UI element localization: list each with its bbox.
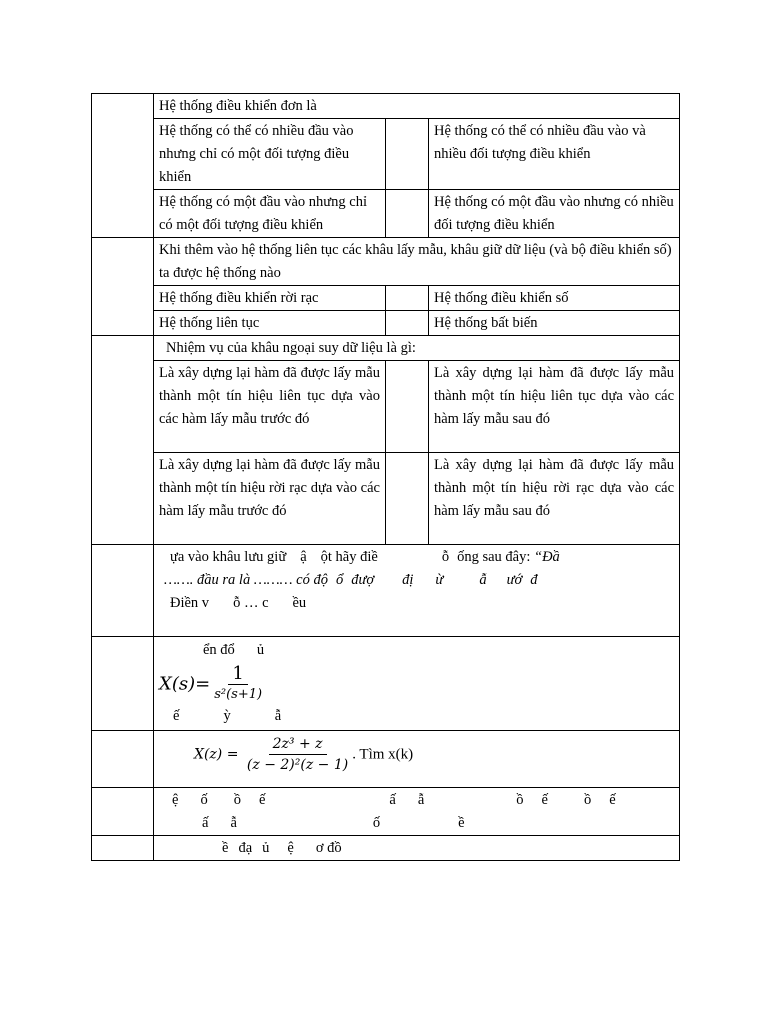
- answer-3b: Là xây dựng lại hàm đã được lấy mẫu thành một tín hiệu liên tục dựa vào các hàm lấy mẫu sau đó: [429, 361, 680, 453]
- text-fragment: ồ: [233, 792, 241, 808]
- answer-3a: Là xây dựng lại hàm đã được lấy mẫu thành một tín hiệu liên tục dựa vào các hàm lấy mẫu trước đó: [154, 361, 386, 453]
- question-8-text: [154, 836, 680, 861]
- answer-mark-cell: [386, 311, 429, 336]
- question-row-5: [92, 637, 680, 731]
- text-fragment: ỗ: [441, 549, 450, 565]
- text-fragment: ấ: [202, 815, 209, 831]
- answer-row: [92, 286, 680, 311]
- text-fragment: ồ: [583, 792, 592, 808]
- text-fragment: ố: [372, 815, 381, 831]
- answer-3d: Là xây dựng lại hàm đã được lấy mẫu thành một tín hiệu rời rạc dựa vào các hàm lấy mẫu sau đó: [429, 453, 680, 545]
- text-fragment: ống sau đây:: [457, 549, 531, 565]
- text-fragment: ế: [609, 792, 616, 808]
- question-row-3: [92, 336, 680, 361]
- text-fragment: ậ: [300, 549, 307, 565]
- question-6-text: [154, 731, 680, 788]
- answer-mark-cell: [386, 286, 429, 311]
- question-3-text: Nhiệm vụ của khâu ngoại suy dữ liệu là gì:: [154, 336, 680, 361]
- formula-lhs: X(z) =: [194, 746, 239, 763]
- formula-numerator: 1: [228, 664, 247, 685]
- text-fragment: ề: [222, 840, 229, 856]
- text-fragment: ế: [258, 792, 266, 808]
- text-fragment: ơ đồ: [315, 840, 342, 856]
- answer-1d: Hệ thống có một đầu vào nhưng có nhiều đối tượng điều khiển: [429, 190, 680, 238]
- text-fragment: đ: [530, 572, 538, 588]
- question-7-text: [154, 788, 680, 836]
- question-number-cell: [92, 336, 154, 545]
- answer-row: [92, 453, 680, 545]
- question-number-cell: [92, 836, 154, 861]
- answer-mark-cell: [386, 190, 429, 238]
- question-number-cell: [92, 731, 154, 788]
- text-fragment: đạ: [238, 840, 253, 856]
- answer-mark-cell: [386, 361, 429, 453]
- question-row-8: [92, 836, 680, 861]
- answer-2b: Hệ thống điều khiển số: [429, 286, 680, 311]
- answer-1a: Hệ thống có thể có nhiều đầu vào nhưng chỉ có một đối tượng điều khiển: [154, 119, 386, 190]
- formula-denominator: (z − 2)²(z − 1): [246, 757, 349, 773]
- question-row-4: [92, 545, 680, 637]
- transfer-function-formula: [159, 664, 674, 705]
- text-fragment: ẫ: [274, 708, 282, 724]
- question-5-text: [154, 637, 680, 731]
- formula-numerator: 2z³ + z: [269, 734, 327, 755]
- answer-2c: Hệ thống liên tục: [154, 311, 386, 336]
- quiz-table: [91, 93, 680, 861]
- text-fragment: ều: [292, 595, 307, 611]
- text-fragment: ột hãy điề: [320, 549, 378, 565]
- text-fragment: ủ: [256, 642, 265, 658]
- text-fragment: ệ: [172, 792, 179, 808]
- text-fragment: ẫ: [417, 792, 425, 808]
- text-fragment: ồ: [516, 792, 524, 808]
- formula-lhs: X(s)=: [159, 673, 211, 695]
- question-number-cell: [92, 238, 154, 336]
- answer-1c: Hệ thống có một đầu vào nhưng chỉ có một đối tượng điều khiển: [154, 190, 386, 238]
- formula-denominator: s²(s+1): [214, 687, 263, 702]
- text-fragment: ỗ … c: [233, 595, 269, 611]
- answer-row: [92, 190, 680, 238]
- answer-row: [92, 311, 680, 336]
- text-fragment: ướ: [506, 572, 523, 588]
- text-fragment: ố: [200, 792, 208, 808]
- answer-2d: Hệ thống bất biến: [429, 311, 680, 336]
- question-number-cell: [92, 545, 154, 637]
- formula-suffix: . Tìm x(k): [352, 746, 414, 763]
- text-fragment: ẫ: [479, 572, 487, 588]
- text-fragment: ế: [173, 708, 180, 724]
- text-fragment: ệ: [287, 840, 294, 856]
- question-row-7: [92, 788, 680, 836]
- text-fragment: ế: [541, 792, 548, 808]
- text-fragment: ẫ: [230, 815, 237, 831]
- question-4-text: [154, 545, 680, 637]
- text-fragment: ……. đầu ra là ……… có độ: [164, 572, 328, 588]
- question-row-1: [92, 94, 680, 119]
- answer-mark-cell: [386, 119, 429, 190]
- text-fragment: “Đầ: [534, 549, 560, 565]
- text-fragment: ủ: [262, 840, 270, 856]
- answer-1b: Hệ thống có thể có nhiều đầu vào và nhiều đối tượng điều khiển: [429, 119, 680, 190]
- question-row-2: [92, 238, 680, 286]
- text-fragment: đị: [402, 572, 414, 588]
- question-number-cell: [92, 94, 154, 238]
- text-fragment: đượ: [351, 572, 375, 588]
- answer-mark-cell: [386, 453, 429, 545]
- answer-row: [92, 361, 680, 453]
- text-fragment: ấ: [389, 792, 396, 808]
- text-fragment: ề: [458, 815, 465, 831]
- text-fragment: ổ: [335, 572, 344, 588]
- question-2-text: Khi thêm vào hệ thống liên tục các khâu lấy mẫu, khâu giữ dữ liệu (và bộ điều khiển số) ta được hệ thống nào: [154, 238, 680, 286]
- question-row-6: [92, 731, 680, 788]
- z-transform-formula: [194, 734, 674, 775]
- answer-2a: Hệ thống điều khiển rời rạc: [154, 286, 386, 311]
- text-fragment: ỳ: [223, 708, 231, 724]
- question-number-cell: [92, 788, 154, 836]
- text-fragment: ừ: [435, 572, 444, 588]
- question-number-cell: [92, 637, 154, 731]
- answer-row: [92, 119, 680, 190]
- text-fragment: ựa vào khâu lưu giữ: [170, 549, 287, 565]
- question-1-text: Hệ thống điều khiển đơn là: [154, 94, 680, 119]
- text-fragment: ển đổ: [203, 642, 235, 658]
- text-fragment: Điền v: [170, 595, 210, 611]
- answer-3c: Là xây dựng lại hàm đã được lấy mẫu thành một tín hiệu rời rạc dựa vào các hàm lấy mẫu trước đó: [154, 453, 386, 545]
